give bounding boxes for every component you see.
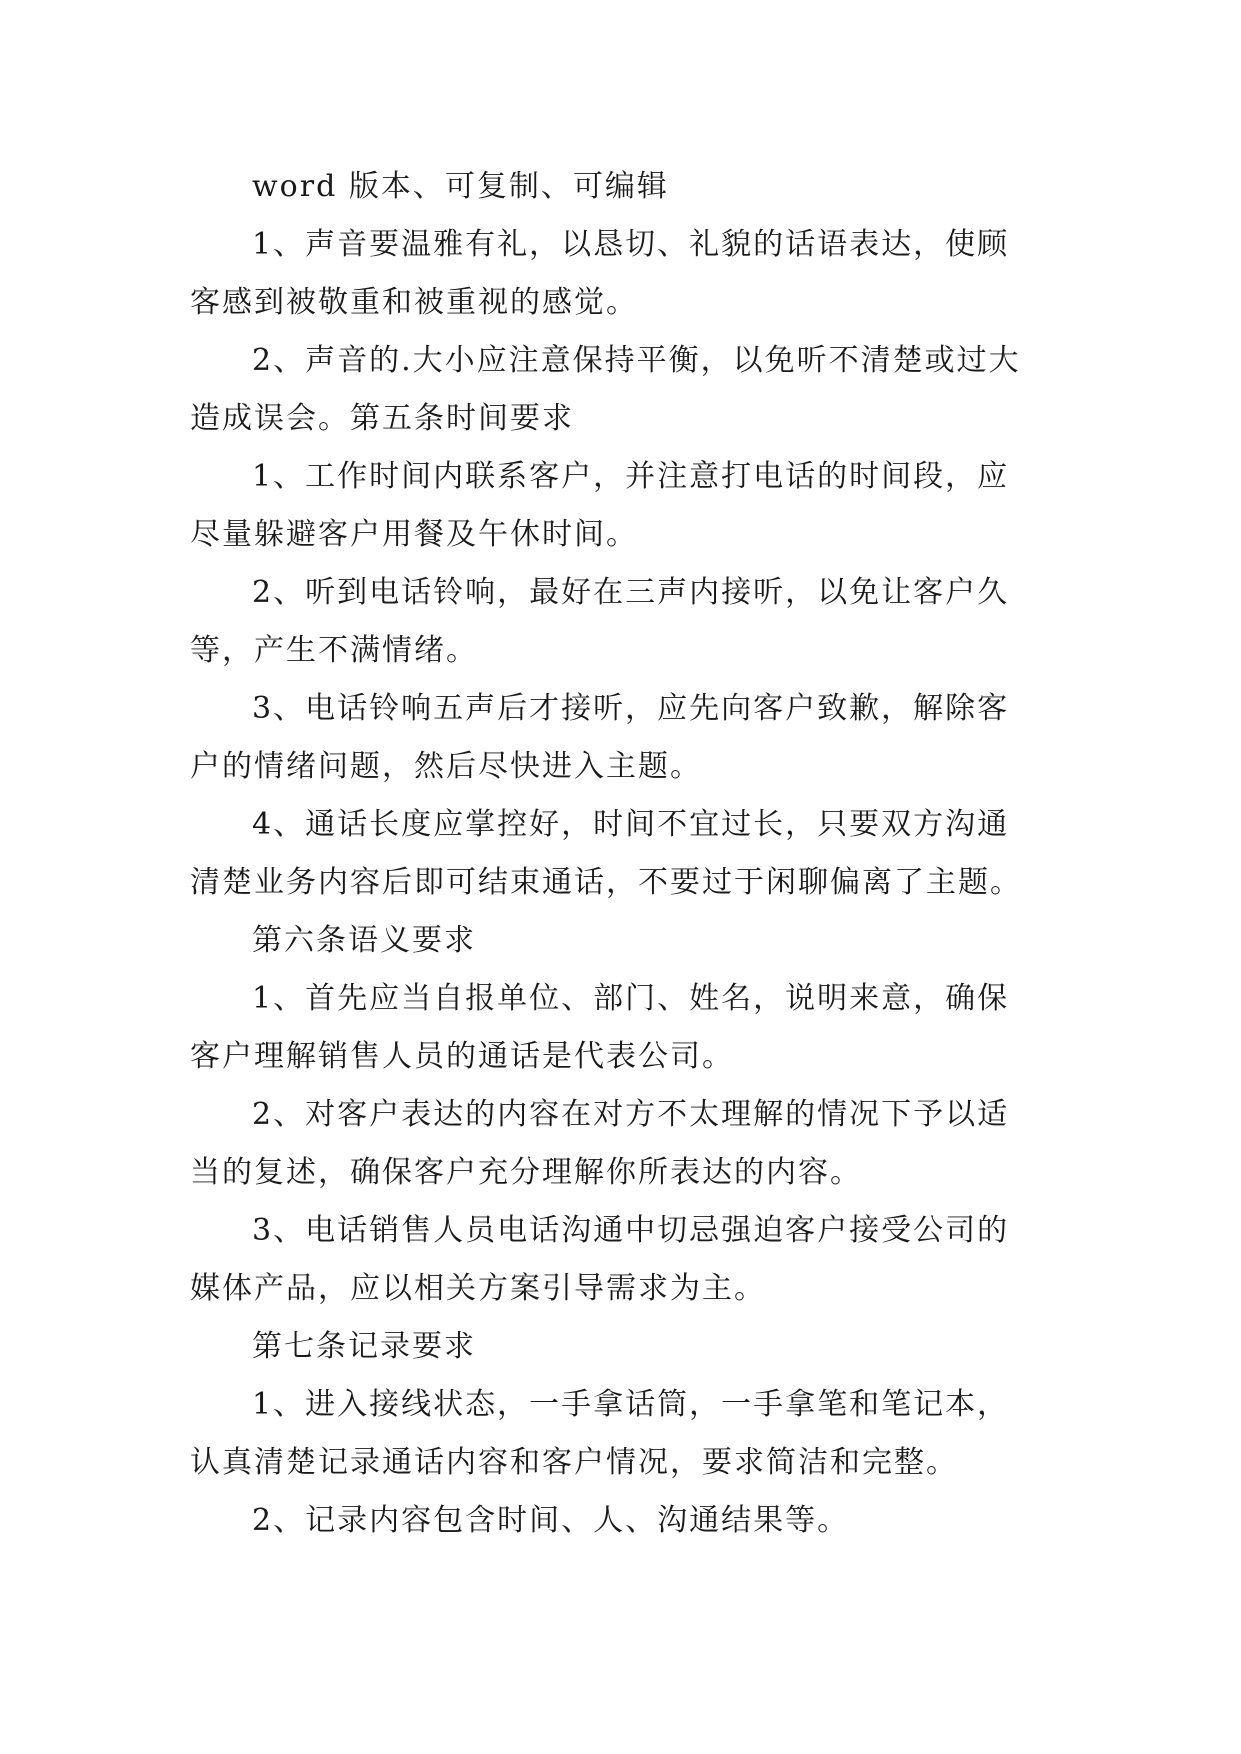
- text-line: 1、工作时间内联系客户，并注意打电话的时间段，应: [252, 459, 1010, 494]
- text-line: 3、电话销售人员电话沟通中切忌强迫客户接受公司的: [252, 1213, 1010, 1248]
- text-line: 2、记录内容包含时间、人、沟通结果等。: [252, 1503, 850, 1538]
- text-line: 1、声音要温雅有礼，以恳切、礼貌的话语表达，使顾: [252, 227, 1010, 262]
- body-lines: [190, 216, 1060, 1550]
- text-line: 尽量躲避客户用餐及午休时间。: [190, 517, 638, 552]
- text-line: 4、通话长度应掌控好，时间不宜过长，只要双方沟通: [252, 807, 1010, 842]
- text-line: 2、听到电话铃响，最好在三声内接听，以免让客户久: [252, 575, 1010, 610]
- text-line: 清楚业务内容后即可结束通话，不要过于闲聊偏离了主题。: [190, 865, 1022, 900]
- text-line: 等，产生不满情绪。: [190, 633, 478, 668]
- text-line: 1、进入接线状态，一手拿话筒，一手拿笔和笔记本，: [252, 1387, 1010, 1422]
- text-line: 客户理解销售人员的通话是代表公司。: [190, 1039, 734, 1074]
- text-line: 户的情绪问题，然后尽快进入主题。: [190, 749, 702, 784]
- text-line: 媒体产品，应以相关方案引导需求为主。: [190, 1271, 766, 1306]
- text-line: 2、声音的.大小应注意保持平衡，以免听不清楚或过大: [252, 343, 1021, 378]
- text-line: 造成误会。第五条时间要求: [190, 401, 574, 436]
- text-line: 1、首先应当自报单位、部门、姓名，说明来意，确保: [252, 981, 1010, 1016]
- text-line: 第七条记录要求: [252, 1329, 476, 1364]
- document-body: [190, 158, 1060, 1550]
- text-line: 认真清楚记录通话内容和客户情况，要求简洁和完整。: [190, 1445, 958, 1480]
- text-line: 第六条语义要求: [252, 923, 476, 958]
- text-line: 3、电话铃响五声后才接听，应先向客户致歉，解除客: [252, 691, 1010, 726]
- text-line: 客感到被敬重和被重视的感觉。: [190, 285, 638, 320]
- text-line: 当的复述，确保客户充分理解你所表达的内容。: [190, 1155, 862, 1190]
- header-note: word 版本、可复制、可编辑: [252, 169, 669, 204]
- text-line: 2、对客户表达的内容在对方不太理解的情况下予以适: [252, 1097, 1010, 1132]
